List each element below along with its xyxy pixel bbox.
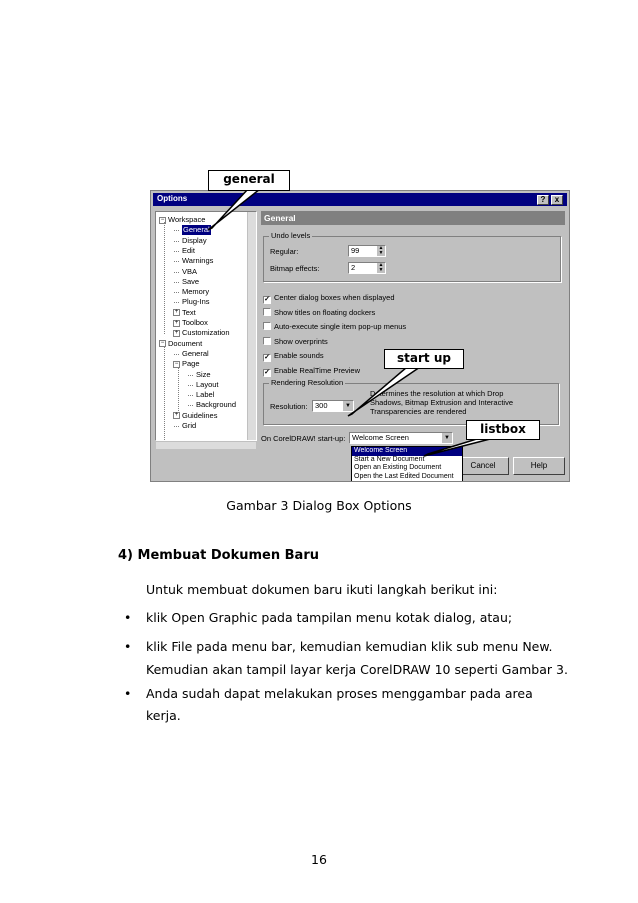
collapse-icon[interactable]: − bbox=[160, 216, 165, 223]
regular-spinner[interactable]: 99 ▲ ▼ bbox=[348, 245, 386, 257]
tree-item[interactable]: Label bbox=[196, 390, 215, 400]
listbox-callout: listbox bbox=[466, 420, 540, 440]
tree-item[interactable]: Plug-Ins bbox=[182, 297, 210, 307]
bullet-icon: • bbox=[124, 639, 132, 654]
checkbox-label: Enable sounds bbox=[274, 351, 324, 360]
tree-item[interactable]: Grid bbox=[182, 421, 197, 430]
bullet-3-line-2: kerja. bbox=[146, 708, 181, 723]
chevron-down-icon[interactable]: ▼ bbox=[442, 433, 452, 443]
tree-item[interactable]: Edit bbox=[182, 245, 195, 255]
tree-item[interactable]: General bbox=[183, 225, 210, 235]
tree-item[interactable]: Text bbox=[182, 307, 196, 317]
tree-item[interactable]: Toolbox bbox=[182, 318, 208, 327]
checkbox-label: Auto-execute single item pop-up menus bbox=[274, 322, 407, 331]
tree-item[interactable]: Warnings bbox=[182, 256, 214, 266]
checkmark-icon[interactable]: ✓ bbox=[264, 368, 270, 376]
tree-item[interactable]: General bbox=[182, 348, 209, 358]
dialog-title: Options bbox=[157, 194, 188, 203]
bullet-2-line-1: klik File pada menu bar, kemudian kemudian klik sub menu New. bbox=[146, 639, 553, 654]
tree-item[interactable]: Page bbox=[182, 359, 200, 369]
startup-callout: start up bbox=[384, 349, 464, 369]
tree-item[interactable]: Document bbox=[168, 338, 203, 348]
close-icon[interactable]: x bbox=[551, 195, 563, 205]
spinner-arrows-icon[interactable]: ▲ ▼ bbox=[378, 245, 384, 256]
tree-item[interactable]: Background bbox=[196, 400, 237, 410]
tree-item[interactable]: Memory bbox=[182, 287, 210, 297]
expand-icon[interactable]: + bbox=[174, 329, 179, 336]
resolution-label: Resolution: bbox=[270, 402, 308, 411]
bullet-icon: • bbox=[124, 686, 132, 701]
bullet-3-line-1: Anda sudah dapat melakukan proses menggambar pada area bbox=[146, 686, 533, 701]
listbox-item[interactable]: Welcome Screen bbox=[352, 447, 462, 456]
startup-select[interactable]: Welcome Screen ▼ bbox=[349, 432, 453, 444]
checkmark-icon[interactable]: ✓ bbox=[264, 354, 270, 361]
tree-item[interactable]: Size bbox=[196, 369, 211, 379]
figure-caption: Gambar 3 Dialog Box Options bbox=[226, 498, 412, 513]
checkbox-label: Show overprints bbox=[274, 336, 328, 346]
intro-text: Untuk membuat dokumen baru ikuti langkah berikut ini: bbox=[146, 582, 498, 597]
listbox-callout-arrow bbox=[424, 438, 494, 456]
cancel-button[interactable]: Cancel bbox=[457, 457, 509, 475]
bitmap-effects-spinner[interactable]: 2 ▲ ▼ bbox=[348, 262, 386, 274]
section-heading: 4) Membuat Dokumen Baru bbox=[118, 548, 319, 563]
tree-item[interactable]: Save bbox=[182, 276, 200, 286]
listbox-item[interactable]: Open an Existing Document bbox=[354, 464, 442, 471]
undo-levels-label: Undo levels bbox=[271, 231, 311, 240]
regular-label: Regular: bbox=[270, 247, 299, 256]
startup-label: On CorelDRAW! start-up: bbox=[261, 434, 346, 443]
tree-item[interactable]: VBA bbox=[182, 266, 198, 276]
bullet-1-line-1: klik Open Graphic pada tampilan menu kotak dialog, atau; bbox=[146, 610, 513, 625]
expand-icon[interactable]: + bbox=[174, 412, 179, 419]
spinner-arrows-icon[interactable]: ▲ ▼ bbox=[378, 262, 384, 273]
tree-item[interactable]: Display bbox=[182, 235, 207, 245]
expand-icon[interactable]: + bbox=[174, 319, 179, 326]
bitmap-effects-label: Bitmap effects: bbox=[270, 264, 320, 273]
chevron-down-icon[interactable]: ▼ bbox=[343, 401, 353, 411]
panel-title: General bbox=[261, 211, 565, 225]
checkmark-icon[interactable]: ✓ bbox=[264, 296, 270, 303]
bullet-icon: • bbox=[124, 610, 132, 625]
collapse-icon[interactable]: − bbox=[174, 360, 179, 367]
listbox-item[interactable]: Start a New Document bbox=[354, 455, 425, 463]
tree-item[interactable]: Guidelines bbox=[182, 410, 218, 420]
bullet-2-line-2: Kemudian akan tampil layar kerja CorelDRAW 10 seperti Gambar 3. bbox=[146, 662, 568, 677]
general-callout: general bbox=[208, 170, 290, 191]
resolution-description: Determines the resolution at which Drop Shadows, Bitmap Extrusion and Interactive Transparencies are rendered bbox=[370, 389, 513, 416]
tree-item[interactable]: Layout bbox=[196, 379, 219, 389]
help-button[interactable]: Help bbox=[513, 457, 565, 475]
help-title-button[interactable]: ? bbox=[537, 195, 549, 205]
checkbox-label: Show titles on floating dockers bbox=[274, 307, 376, 317]
page-number: 16 bbox=[311, 852, 327, 867]
listbox-item[interactable]: Open the Last Edited Document bbox=[354, 472, 454, 480]
resolution-select[interactable]: 300 ▼ bbox=[312, 400, 354, 412]
checkbox-label: Center dialog boxes when displayed bbox=[274, 293, 395, 302]
collapse-icon[interactable]: − bbox=[160, 340, 165, 347]
expand-icon[interactable]: + bbox=[174, 309, 179, 316]
tree-item[interactable]: Customization bbox=[182, 328, 230, 338]
general-callout-arrow bbox=[208, 189, 260, 230]
rendering-resolution-label: Rendering Resolution bbox=[271, 378, 344, 387]
startup-callout-arrow bbox=[348, 367, 420, 416]
checkbox-label: Enable RealTime Preview bbox=[274, 365, 361, 375]
tree-item[interactable]: Workspace bbox=[168, 215, 206, 224]
